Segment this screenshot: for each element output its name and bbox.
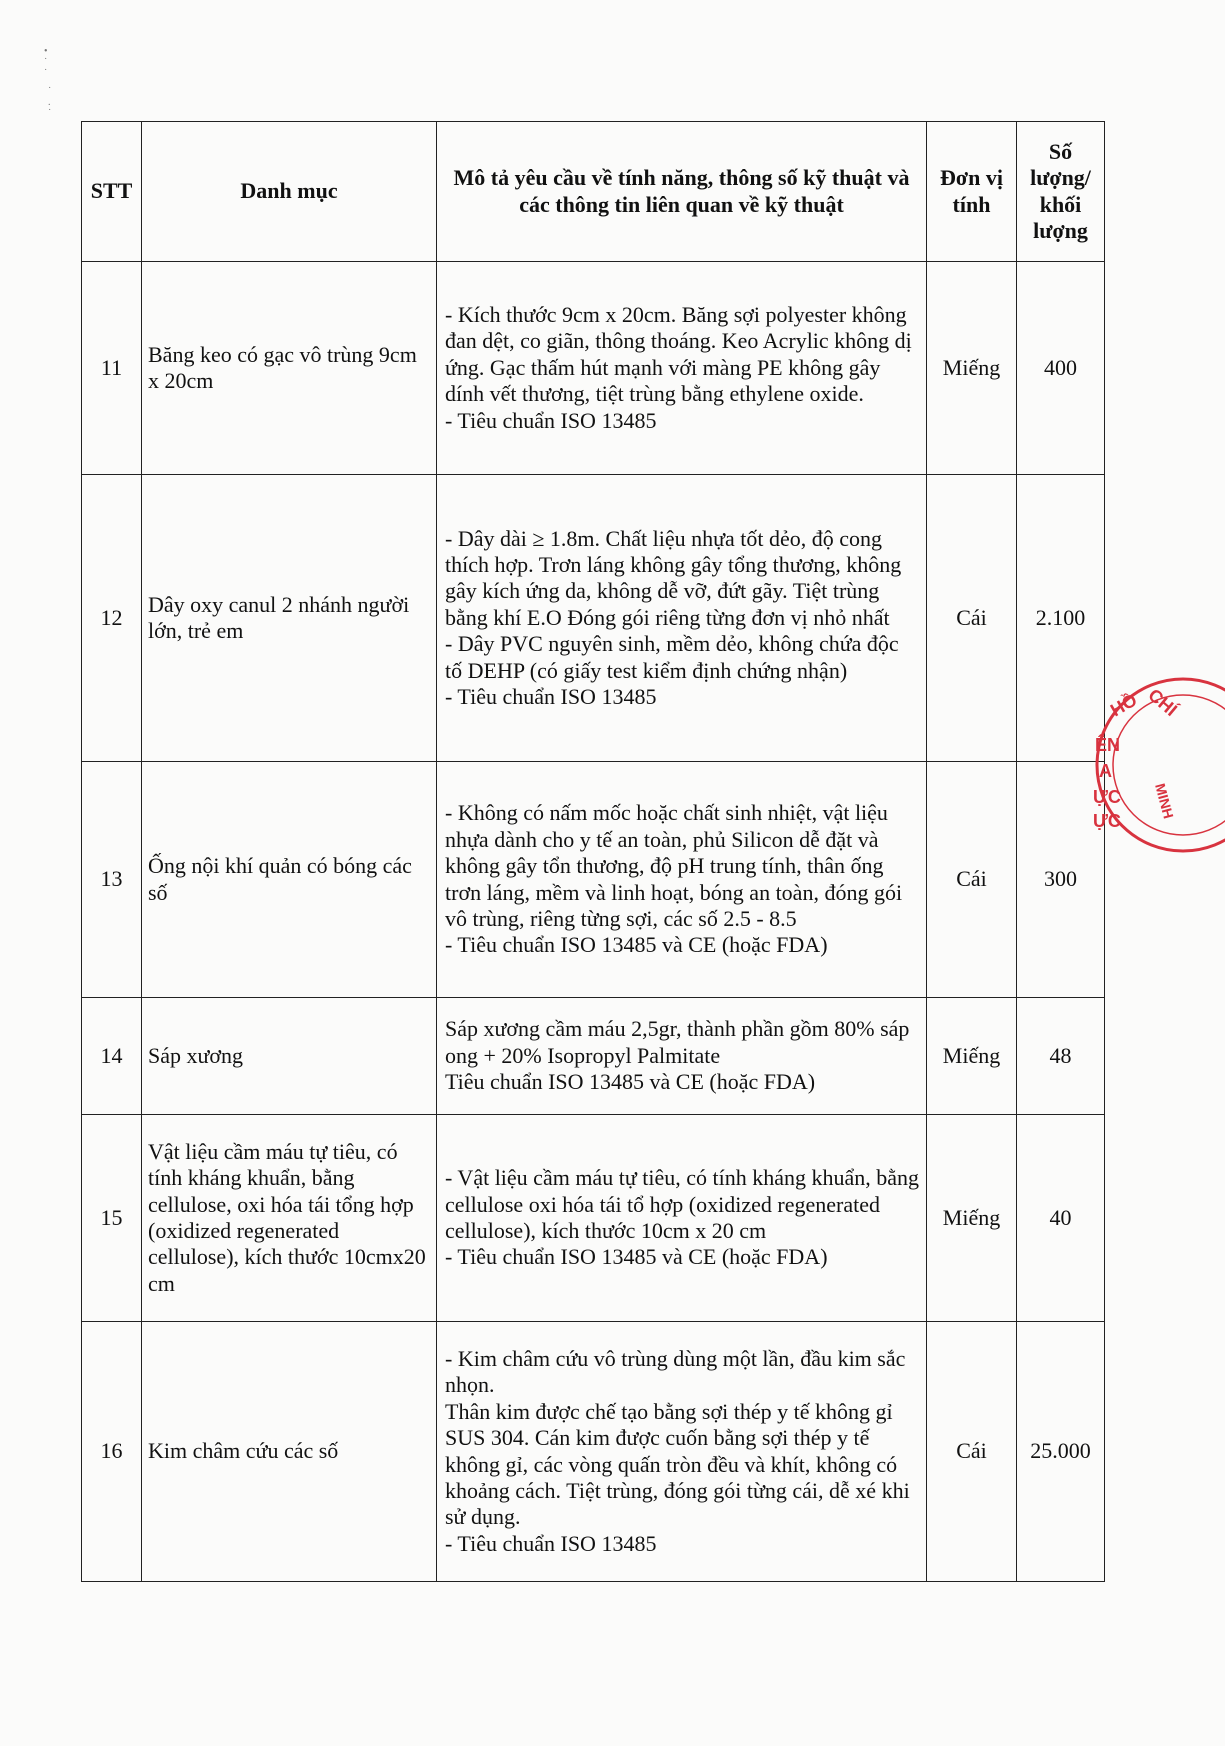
row-description: - Vật liệu cầm máu tự tiêu, có tính kháng khuẩn, bằng cellulose oxi hóa tái tổ hợp (oxidized regenerated cellulose), kích thước 10cm x 20 cm - Tiêu chuẩn ISO 13485 và CE (hoặc FDA) xyxy=(437,1115,927,1322)
table-header-row xyxy=(82,122,1105,262)
row-description: - Kim châm cứu vô trùng dùng một lần, đầu kim sắc nhọn. Thân kim được chế tạo bằng sợi thép y tế không gỉ SUS 304. Cán kim được cuốn bằng sợi thép y tế không gỉ, các vòng quấn tròn đều và khít, không có khoảng cách. Tiệt trùng, đóng gói từng cái, dễ xé khi sử dụng. - Tiêu chuẩn ISO 13485 xyxy=(437,1322,927,1582)
header-unit: Đơn vị tính xyxy=(927,122,1017,262)
row-description: - Kích thước 9cm x 20cm. Băng sợi polyester không đan dệt, co giãn, thông thoáng. Keo Acrylic không dị ứng. Gạc thấm hút mạnh với màng PE không gây dính vết thương, tiệt trùng bằng ethylene oxide. - Tiêu chuẩn ISO 13485 xyxy=(437,262,927,475)
row-stt: 15 xyxy=(82,1115,142,1322)
row-category: Vật liệu cầm máu tự tiêu, có tính kháng khuẩn, bằng cellulose, oxi hóa tái tổng hợp (oxidized regenerated cellulose), kích thước 10cmx20 cm xyxy=(142,1115,437,1322)
table-row xyxy=(82,1322,1105,1582)
row-description: - Dây dài ≥ 1.8m. Chất liệu nhựa tốt dẻo, độ cong thích hợp. Trơn láng không gây tổng thương, không gây kích ứng da, không dễ vỡ, đứt gãy. Tiệt trùng bằng khí E.O Đóng gói riêng từng đơn vị nhỏ nhất - Dây PVC nguyên sinh, mềm dẻo, không chứa độc tố DEHP (có giấy test kiểm định chứng nhận) - Tiêu chuẩn ISO 13485 xyxy=(437,475,927,762)
row-category: Băng keo có gạc vô trùng 9cm x 20cm xyxy=(142,262,437,475)
table-row xyxy=(82,475,1105,762)
row-unit: Cái xyxy=(927,762,1017,998)
stamp-fragment: HỒ xyxy=(1107,689,1141,721)
row-stt: 16 xyxy=(82,1322,142,1582)
header-description: Mô tả yêu cầu về tính năng, thông số kỹ thuật và các thông tin liên quan về kỹ thuật xyxy=(437,122,927,262)
row-description: - Không có nấm mốc hoặc chất sinh nhiệt, vật liệu nhựa dành cho y tế an toàn, phủ Silicon dễ đặt và không gây tổn thương, độ pH trung tính, thân ống trơn láng, mềm và linh hoạt, bóng an toàn, đóng gói vô trùng, riêng từng sợi, các số 2.5 - 8.5 - Tiêu chuẩn ISO 13485 và CE (hoặc FDA) xyxy=(437,762,927,998)
row-category: Kim châm cứu các số xyxy=(142,1322,437,1582)
row-quantity: 300 xyxy=(1017,762,1105,998)
document-sheet xyxy=(81,121,1104,1582)
table-row xyxy=(82,998,1105,1115)
row-unit: Miếng xyxy=(927,1115,1017,1322)
row-quantity: 400 xyxy=(1017,262,1105,475)
row-stt: 13 xyxy=(82,762,142,998)
row-stt: 12 xyxy=(82,475,142,762)
table-row xyxy=(82,762,1105,998)
table-row xyxy=(82,1115,1105,1322)
row-quantity: 2.100 xyxy=(1017,475,1105,762)
row-quantity: 25.000 xyxy=(1017,1322,1105,1582)
row-stt: 14 xyxy=(82,998,142,1115)
specification-table xyxy=(81,121,1105,1582)
row-unit: Miếng xyxy=(927,998,1017,1115)
stamp-fragment: ỰC xyxy=(1093,811,1121,831)
row-unit: Cái xyxy=(927,1322,1017,1582)
stamp-fragment: CHÍ xyxy=(1144,684,1182,720)
red-seal-stamp xyxy=(1085,665,1225,865)
row-quantity: 40 xyxy=(1017,1115,1105,1322)
stamp-fragment: A xyxy=(1099,761,1112,781)
row-description: Sáp xương cầm máu 2,5gr, thành phần gồm 80% sáp ong + 20% Isopropyl Palmitate Tiêu chuẩn ISO 13485 và CE (hoặc FDA) xyxy=(437,998,927,1115)
row-category: Sáp xương xyxy=(142,998,437,1115)
header-stt: STT xyxy=(82,122,142,262)
table-row xyxy=(82,262,1105,475)
row-category: Ống nội khí quản có bóng các số xyxy=(142,762,437,998)
header-quantity: Số lượng/ khối lượng xyxy=(1017,122,1105,262)
row-stt: 11 xyxy=(82,262,142,475)
row-unit: Miếng xyxy=(927,262,1017,475)
header-category: Danh mục xyxy=(142,122,437,262)
row-category: Dây oxy canul 2 nhánh người lớn, trẻ em xyxy=(142,475,437,762)
row-unit: Cái xyxy=(927,475,1017,762)
stamp-fragment: ÊN xyxy=(1095,735,1121,755)
stamp-fragment: ỰC xyxy=(1093,787,1121,807)
row-quantity: 48 xyxy=(1017,998,1105,1115)
stamp-fragment: MINH xyxy=(1152,781,1177,821)
